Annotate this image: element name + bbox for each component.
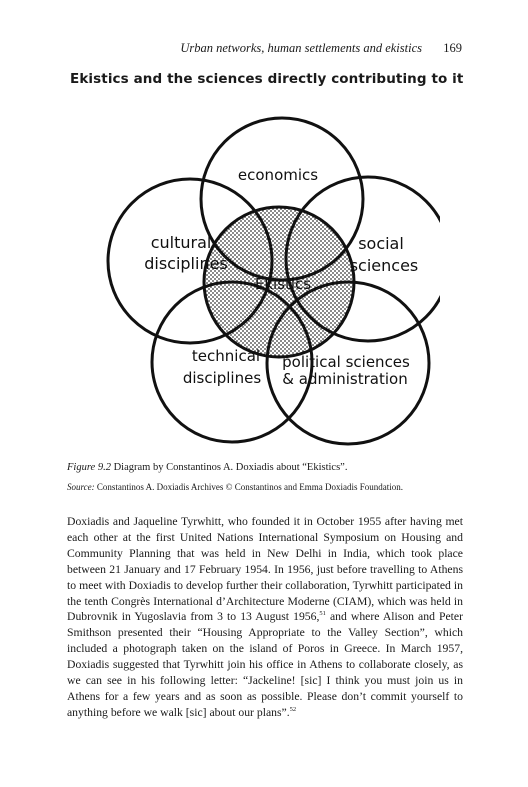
- figure-label: Figure 9.2: [67, 462, 111, 473]
- label-sciences: sciences: [349, 256, 419, 275]
- label-administration: & administration: [282, 370, 408, 388]
- page-number: 169: [443, 41, 462, 55]
- label-cultural: cultural: [150, 233, 212, 252]
- label-economics: economics: [237, 166, 319, 184]
- running-title: Urban networks, human settlements and ekistics: [180, 41, 422, 55]
- body-text-part-2: and where Alison and Peter Smithson presented their “Housing Appropriate to the Valley Section”, which included a photograph taken on the island of Poros in Greece. In March 1957, Doxiadis suggested that Tyrwhitt join his office in Athens to collaborate closely, as we can see in his following letter: “Jackeline! [sic] I think you must join us in Athens for a few years and as soon as possible. Please don’t commit yourself to anything before we walk [sic] about our plans”.: [67, 610, 463, 719]
- footnote-ref-52: 52: [289, 705, 297, 713]
- footnote-ref-51: 51: [319, 610, 326, 618]
- body-paragraph: [67, 514, 463, 721]
- body-text-part-1: Doxiadis and Jaqueline Tyrwhitt, who founded it in October 1955 after having met each other at the first United Nations International Symposium on Housing and Community Planning that was held in New Delhi in India, which took place between 21 January and 17 February 1954. In 1956, just before travelling to Athens to meet with Doxiadis to develop further their collaboration, Tyrwhitt participated in the tenth Congrès International d’Architecture Moderne (CIAM), which was held in Dubrovnik in Yugoslavia from 3 to 13 August 1956,: [67, 515, 463, 624]
- running-header: [60, 41, 462, 57]
- figure-source: [67, 481, 467, 493]
- label-political-sciences: political sciences: [282, 353, 410, 371]
- source-label: Source:: [67, 482, 95, 492]
- label-ekistics: Ekistics: [254, 275, 312, 293]
- figure-title: Ekistics and the sciences directly contributing to it: [70, 71, 464, 87]
- figure-caption-text: Diagram by Constantinos A. Doxiadis about “Ekistics”.: [113, 462, 348, 473]
- label-disciplines-bottom: disciplines: [182, 369, 262, 387]
- figure-caption: [67, 461, 467, 475]
- label-social: social: [358, 234, 404, 253]
- ekistics-venn-diagram: [95, 95, 440, 450]
- label-disciplines-left: disciplines: [144, 254, 228, 273]
- source-text: Constantinos A. Doxiadis Archives © Constantinos and Emma Doxiadis Foundation.: [96, 482, 403, 492]
- label-technical: technical: [191, 347, 261, 365]
